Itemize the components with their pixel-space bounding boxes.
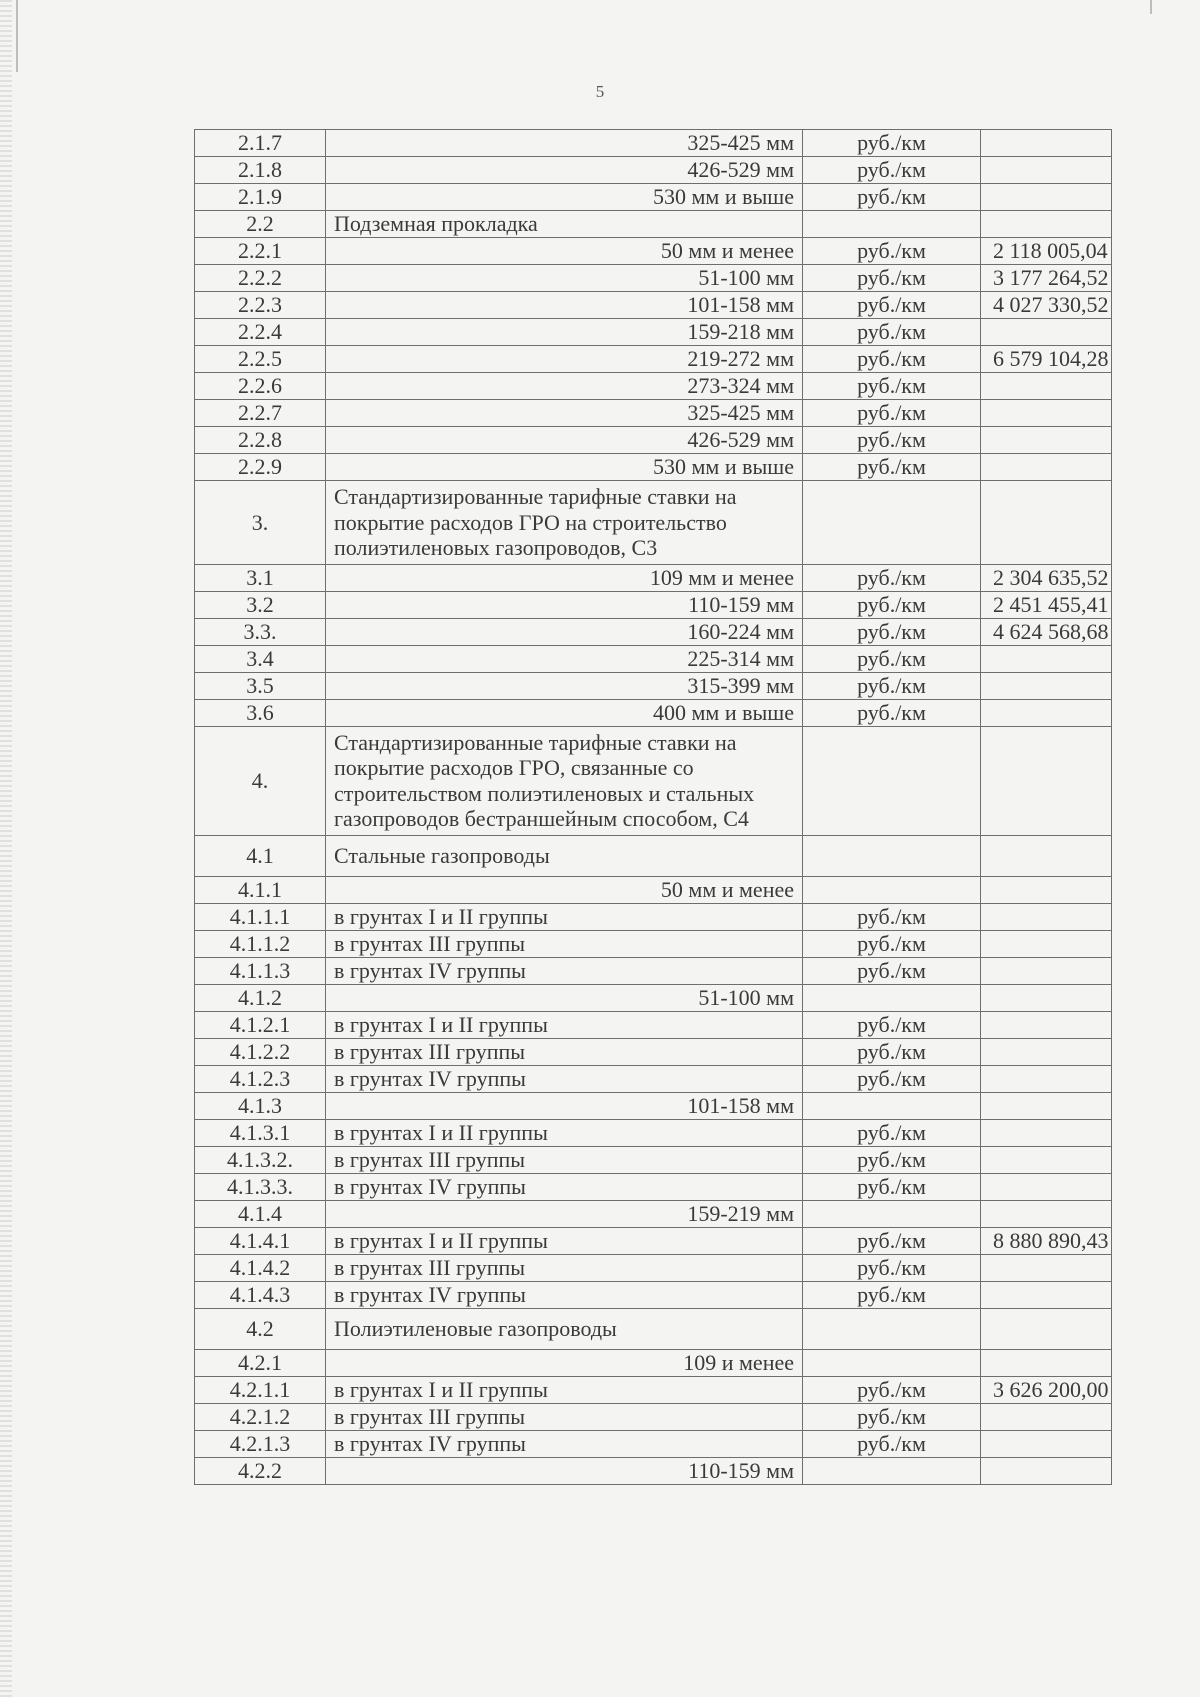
table-row [195, 618, 1112, 645]
row-number-cell: 3.1 [195, 564, 326, 591]
row-number-cell: 2.2.8 [195, 427, 326, 454]
row-description-cell: Стандартизированные тарифные ставки на покрытие расходов ГРО, связанные со строительством полиэтиленовых и стальных газопроводов бестраншейным способом, С4 [326, 726, 803, 835]
row-description-cell: в грунтах IV группы [326, 1065, 803, 1092]
table-row [195, 211, 1112, 238]
row-description-cell: в грунтах III группы [326, 1038, 803, 1065]
row-rate-value-cell [981, 319, 1112, 346]
row-unit-cell: руб./км [803, 699, 981, 726]
row-number-cell: 2.2.5 [195, 346, 326, 373]
row-rate-value-cell [981, 645, 1112, 672]
row-rate-value-cell [981, 835, 1112, 876]
row-unit-cell: руб./км [803, 265, 981, 292]
row-rate-value-cell [981, 400, 1112, 427]
row-rate-value-cell: 2 118 005,04 [981, 238, 1112, 265]
row-unit-cell: руб./км [803, 157, 981, 184]
table-row [195, 265, 1112, 292]
row-unit-cell: руб./км [803, 957, 981, 984]
table-row [195, 876, 1112, 903]
row-unit-cell [803, 726, 981, 835]
row-number-cell: 4.1.2.3 [195, 1065, 326, 1092]
row-rate-value-cell [981, 481, 1112, 565]
row-rate-value-cell: 3 626 200,00 [981, 1376, 1112, 1403]
row-unit-cell: руб./км [803, 645, 981, 672]
row-rate-value-cell [981, 1038, 1112, 1065]
row-rate-value-cell [981, 957, 1112, 984]
page-number: 5 [595, 82, 605, 101]
row-description-cell: 51-100 мм [326, 265, 803, 292]
row-rate-value-cell [981, 1173, 1112, 1200]
row-description-cell: 51-100 мм [326, 984, 803, 1011]
table-row [195, 1011, 1112, 1038]
row-rate-value-cell: 2 304 635,52 [981, 564, 1112, 591]
row-unit-cell: руб./км [803, 930, 981, 957]
row-description-cell: в грунтах III группы [326, 930, 803, 957]
row-rate-value-cell [981, 1457, 1112, 1484]
row-description-cell: в грунтах IV группы [326, 1173, 803, 1200]
table-row [195, 373, 1112, 400]
row-rate-value-cell [981, 1146, 1112, 1173]
row-number-cell: 4.1.4 [195, 1200, 326, 1227]
row-rate-value-cell: 4 027 330,52 [981, 292, 1112, 319]
row-description-cell: 101-158 мм [326, 292, 803, 319]
row-number-cell: 3.6 [195, 699, 326, 726]
row-rate-value-cell [981, 427, 1112, 454]
row-number-cell: 4.1.3.2. [195, 1146, 326, 1173]
row-rate-value-cell [981, 699, 1112, 726]
scan-edge-artifact [0, 0, 12, 1697]
row-number-cell: 2.1.7 [195, 130, 326, 157]
table-row [195, 903, 1112, 930]
row-unit-cell [803, 984, 981, 1011]
table-row [195, 238, 1112, 265]
table-row [195, 130, 1112, 157]
table-row [195, 726, 1112, 835]
row-number-cell: 2.2.6 [195, 373, 326, 400]
row-rate-value-cell: 8 880 890,43 [981, 1227, 1112, 1254]
row-description-cell: 109 мм и менее [326, 564, 803, 591]
row-number-cell: 4.2.1 [195, 1349, 326, 1376]
row-description-cell: 530 мм и выше [326, 454, 803, 481]
row-number-cell: 2.1.9 [195, 184, 326, 211]
row-number-cell: 2.2.2 [195, 265, 326, 292]
row-rate-value-cell [981, 1430, 1112, 1457]
table-row [195, 1376, 1112, 1403]
table-row [195, 1430, 1112, 1457]
row-number-cell: 4.2.2 [195, 1457, 326, 1484]
row-unit-cell [803, 211, 981, 238]
row-description-cell: 219-272 мм [326, 346, 803, 373]
row-number-cell: 4.1.3.1 [195, 1119, 326, 1146]
row-number-cell: 4.2.1.3 [195, 1430, 326, 1457]
row-unit-cell [803, 835, 981, 876]
table-row [195, 1227, 1112, 1254]
row-description-cell: 160-224 мм [326, 618, 803, 645]
table-row [195, 319, 1112, 346]
row-number-cell: 4.1.1.3 [195, 957, 326, 984]
row-unit-cell: руб./км [803, 346, 981, 373]
table-row [195, 1308, 1112, 1349]
table-row [195, 1065, 1112, 1092]
row-rate-value-cell [981, 984, 1112, 1011]
row-unit-cell: руб./км [803, 564, 981, 591]
table-row [195, 1173, 1112, 1200]
row-rate-value-cell [981, 373, 1112, 400]
row-rate-value-cell [981, 1308, 1112, 1349]
row-description-cell: в грунтах III группы [326, 1403, 803, 1430]
row-rate-value-cell [981, 1011, 1112, 1038]
table-row [195, 1038, 1112, 1065]
table-row [195, 1119, 1112, 1146]
row-description-cell: в грунтах I и II группы [326, 1011, 803, 1038]
row-description-cell: Подземная прокладка [326, 211, 803, 238]
table-row [195, 1403, 1112, 1430]
row-description-cell: в грунтах IV группы [326, 1281, 803, 1308]
row-description-cell: Стальные газопроводы [326, 835, 803, 876]
table-row [195, 699, 1112, 726]
row-number-cell: 2.2.4 [195, 319, 326, 346]
table-row [195, 346, 1112, 373]
row-number-cell: 2.2.3 [195, 292, 326, 319]
row-description-cell: 225-314 мм [326, 645, 803, 672]
row-description-cell: 159-218 мм [326, 319, 803, 346]
row-number-cell: 3.5 [195, 672, 326, 699]
row-unit-cell: руб./км [803, 1430, 981, 1457]
table-row [195, 591, 1112, 618]
row-description-cell: в грунтах III группы [326, 1146, 803, 1173]
row-rate-value-cell: 2 451 455,41 [981, 591, 1112, 618]
table-row [195, 645, 1112, 672]
row-unit-cell: руб./км [803, 1146, 981, 1173]
row-description-cell: в грунтах I и II группы [326, 1376, 803, 1403]
row-unit-cell: руб./км [803, 292, 981, 319]
table-row [195, 672, 1112, 699]
table-row [195, 1349, 1112, 1376]
row-rate-value-cell [981, 1349, 1112, 1376]
row-unit-cell: руб./км [803, 618, 981, 645]
row-number-cell: 4. [195, 726, 326, 835]
row-description-cell: 530 мм и выше [326, 184, 803, 211]
table-row [195, 984, 1112, 1011]
row-rate-value-cell [981, 157, 1112, 184]
row-rate-value-cell [981, 1281, 1112, 1308]
row-number-cell: 3. [195, 481, 326, 565]
row-unit-cell [803, 1308, 981, 1349]
table-row [195, 1146, 1112, 1173]
table-row [195, 835, 1112, 876]
table-row [195, 957, 1112, 984]
row-rate-value-cell [981, 903, 1112, 930]
row-unit-cell [803, 1457, 981, 1484]
table-row [195, 1200, 1112, 1227]
row-rate-value-cell [981, 130, 1112, 157]
row-number-cell: 2.2.1 [195, 238, 326, 265]
row-number-cell: 4.1.1.1 [195, 903, 326, 930]
row-unit-cell: руб./км [803, 184, 981, 211]
table-row [195, 930, 1112, 957]
row-unit-cell: руб./км [803, 319, 981, 346]
row-unit-cell: руб./км [803, 591, 981, 618]
row-number-cell: 4.2.1.1 [195, 1376, 326, 1403]
row-unit-cell: руб./км [803, 1173, 981, 1200]
row-description-cell: Стандартизированные тарифные ставки на покрытие расходов ГРО на строительство полиэтиленовых газопроводов, С3 [326, 481, 803, 565]
table-row [195, 1281, 1112, 1308]
row-unit-cell: руб./км [803, 1119, 981, 1146]
row-number-cell: 2.1.8 [195, 157, 326, 184]
row-rate-value-cell [981, 211, 1112, 238]
row-rate-value-cell: 3 177 264,52 [981, 265, 1112, 292]
scan-mark [16, 0, 18, 72]
row-number-cell: 3.4 [195, 645, 326, 672]
table-row [195, 1457, 1112, 1484]
table-row [195, 427, 1112, 454]
row-number-cell: 4.2 [195, 1308, 326, 1349]
row-number-cell: 4.2.1.2 [195, 1403, 326, 1430]
row-unit-cell: руб./км [803, 1376, 981, 1403]
row-description-cell: в грунтах I и II группы [326, 1119, 803, 1146]
row-rate-value-cell: 6 579 104,28 [981, 346, 1112, 373]
row-number-cell: 4.1.2.1 [195, 1011, 326, 1038]
row-description-cell: в грунтах I и II группы [326, 1227, 803, 1254]
table-row [195, 157, 1112, 184]
row-number-cell: 4.1 [195, 835, 326, 876]
table-row [195, 400, 1112, 427]
row-rate-value-cell [981, 1200, 1112, 1227]
row-unit-cell: руб./км [803, 1011, 981, 1038]
row-number-cell: 4.1.3 [195, 1092, 326, 1119]
row-rate-value-cell [981, 1119, 1112, 1146]
row-description-cell: в грунтах IV группы [326, 1430, 803, 1457]
row-rate-value-cell: 4 624 568,68 [981, 618, 1112, 645]
row-rate-value-cell [981, 454, 1112, 481]
row-number-cell: 4.1.3.3. [195, 1173, 326, 1200]
row-unit-cell [803, 1349, 981, 1376]
row-number-cell: 2.2 [195, 211, 326, 238]
row-rate-value-cell [981, 1254, 1112, 1281]
row-number-cell: 4.1.1 [195, 876, 326, 903]
row-unit-cell: руб./км [803, 427, 981, 454]
row-number-cell: 4.1.4.2 [195, 1254, 326, 1281]
row-rate-value-cell [981, 726, 1112, 835]
row-description-cell: 50 мм и менее [326, 238, 803, 265]
row-number-cell: 4.1.1.2 [195, 930, 326, 957]
row-number-cell: 3.3. [195, 618, 326, 645]
row-unit-cell: руб./км [803, 1227, 981, 1254]
row-unit-cell: руб./км [803, 238, 981, 265]
table-row [195, 1092, 1112, 1119]
row-number-cell: 4.1.4.3 [195, 1281, 326, 1308]
row-number-cell: 2.2.9 [195, 454, 326, 481]
row-unit-cell [803, 1092, 981, 1119]
row-description-cell: 101-158 мм [326, 1092, 803, 1119]
row-unit-cell: руб./км [803, 672, 981, 699]
row-rate-value-cell [981, 876, 1112, 903]
row-number-cell: 4.1.2.2 [195, 1038, 326, 1065]
row-unit-cell: руб./км [803, 1403, 981, 1430]
row-description-cell: в грунтах III группы [326, 1254, 803, 1281]
tariff-table-body [195, 130, 1112, 1485]
row-description-cell: 426-529 мм [326, 427, 803, 454]
row-unit-cell: руб./км [803, 373, 981, 400]
row-description-cell: 273-324 мм [326, 373, 803, 400]
table-row [195, 481, 1112, 565]
row-unit-cell: руб./км [803, 1254, 981, 1281]
row-rate-value-cell [981, 1403, 1112, 1430]
row-unit-cell: руб./км [803, 400, 981, 427]
row-description-cell: в грунтах I и II группы [326, 903, 803, 930]
row-unit-cell [803, 876, 981, 903]
row-rate-value-cell [981, 1092, 1112, 1119]
row-number-cell: 4.1.2 [195, 984, 326, 1011]
row-unit-cell: руб./км [803, 1281, 981, 1308]
table-row [195, 454, 1112, 481]
row-description-cell: 110-159 мм [326, 1457, 803, 1484]
row-rate-value-cell [981, 672, 1112, 699]
row-number-cell: 2.2.7 [195, 400, 326, 427]
row-description-cell: 110-159 мм [326, 591, 803, 618]
table-row [195, 292, 1112, 319]
row-unit-cell [803, 481, 981, 565]
row-unit-cell [803, 1200, 981, 1227]
row-unit-cell: руб./км [803, 903, 981, 930]
row-unit-cell: руб./км [803, 1038, 981, 1065]
table-row [195, 564, 1112, 591]
row-number-cell: 4.1.4.1 [195, 1227, 326, 1254]
table-row [195, 184, 1112, 211]
scan-mark [1150, 0, 1152, 14]
table-row [195, 1254, 1112, 1281]
tariff-table [194, 129, 1112, 1485]
row-unit-cell: руб./км [803, 454, 981, 481]
row-description-cell: Полиэтиленовые газопроводы [326, 1308, 803, 1349]
row-rate-value-cell [981, 184, 1112, 211]
row-description-cell: 50 мм и менее [326, 876, 803, 903]
row-unit-cell: руб./км [803, 130, 981, 157]
row-description-cell: в грунтах IV группы [326, 957, 803, 984]
row-description-cell: 159-219 мм [326, 1200, 803, 1227]
row-rate-value-cell [981, 930, 1112, 957]
row-rate-value-cell [981, 1065, 1112, 1092]
row-description-cell: 400 мм и выше [326, 699, 803, 726]
row-description-cell: 315-399 мм [326, 672, 803, 699]
row-number-cell: 3.2 [195, 591, 326, 618]
row-description-cell: 325-425 мм [326, 400, 803, 427]
row-description-cell: 109 и менее [326, 1349, 803, 1376]
row-description-cell: 325-425 мм [326, 130, 803, 157]
row-unit-cell: руб./км [803, 1065, 981, 1092]
row-description-cell: 426-529 мм [326, 157, 803, 184]
